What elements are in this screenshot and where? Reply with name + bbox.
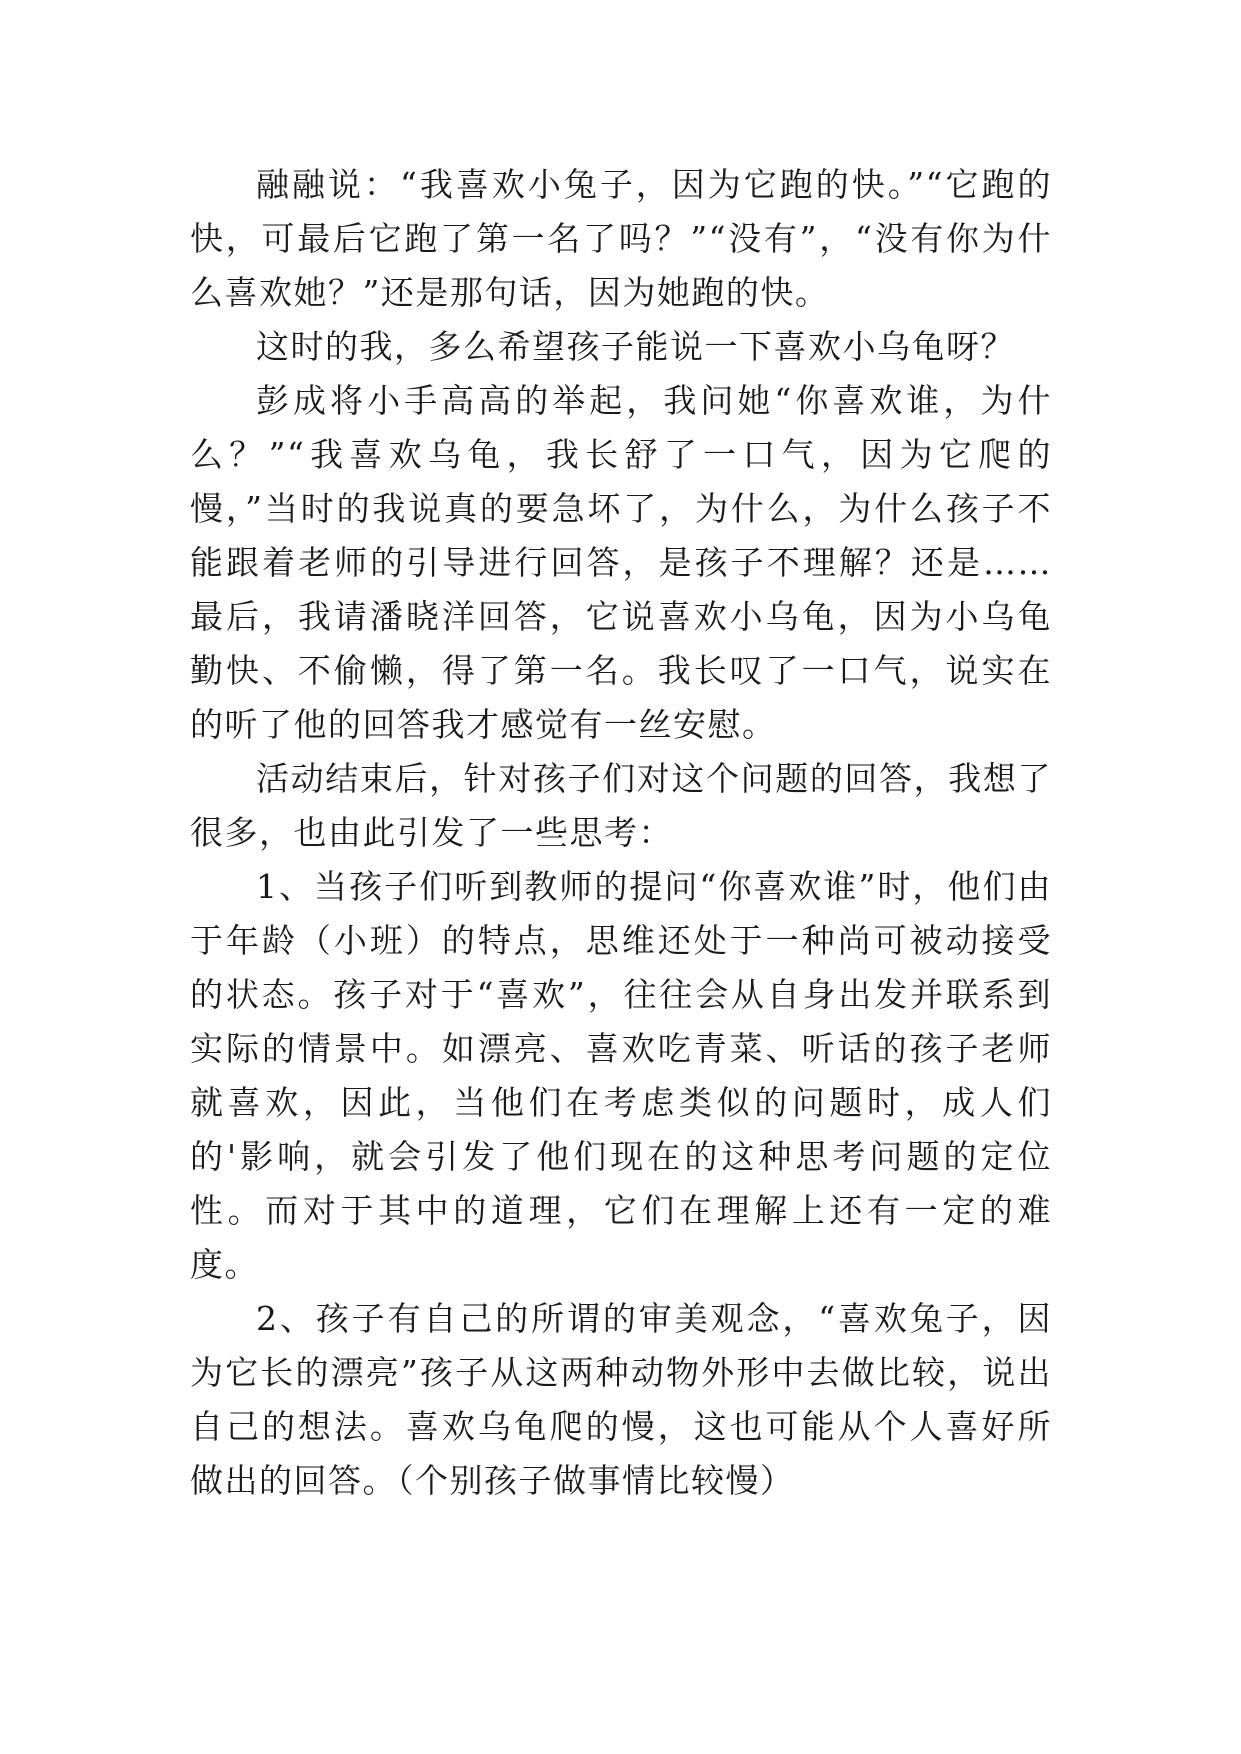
- paragraph-5: 1、当孩子们听到教师的提问“你喜欢谁”时，他们由于年龄（小班）的特点，思维还处于一种尚可被动接受的状态。孩子对于“喜欢”，往往会从自身出发并联系到实际的情景中。如漂亮、喜欢吃青菜、听话的孩子老师就喜欢，因此，当他们在考虑类似的问题时，成人们的'影响，就会引发了他们现在的这种思考问题的定位性。而对于其中的道理，它们在理解上还有一定的难度。: [190, 867, 1052, 1284]
- document-page: [190, 158, 1052, 1508]
- paragraph-6: 2、孩子有自己的所谓的审美观念，“喜欢兔子，因为它长的漂亮”孩子从这两种动物外形中去做比较，说出自己的想法。喜欢乌龟爬的慢，这也可能从个人喜好所做出的回答。（个别孩子做事情比较慢）: [190, 1299, 1052, 1500]
- paragraph-4: 活动结束后，针对孩子们对这个问题的回答，我想了很多，也由此引发了一些思考：: [190, 759, 1052, 852]
- paragraph-1: 融融说：“我喜欢小兔子，因为它跑的快。”“它跑的快，可最后它跑了第一名了吗？”“没有”，“没有你为什么喜欢她？”还是那句话，因为她跑的快。: [190, 165, 1052, 312]
- paragraph-2: 这时的我，多么希望孩子能说一下喜欢小乌龟呀？: [256, 327, 1015, 366]
- paragraph-3: 彭成将小手高高的举起，我问她“你喜欢谁，为什么？”“我喜欢乌龟，我长舒了一口气，因为它爬的慢，”当时的我说真的要急坏了，为什么，为什么孩子不能跟着老师的引导进行回答，是孩子不理解？还是……最后，我请潘晓洋回答，它说喜欢小乌龟，因为小乌龟勤快、不偷懒，得了第一名。我长叹了一口气，说实在的听了他的回答我才感觉有一丝安慰。: [190, 381, 1052, 744]
